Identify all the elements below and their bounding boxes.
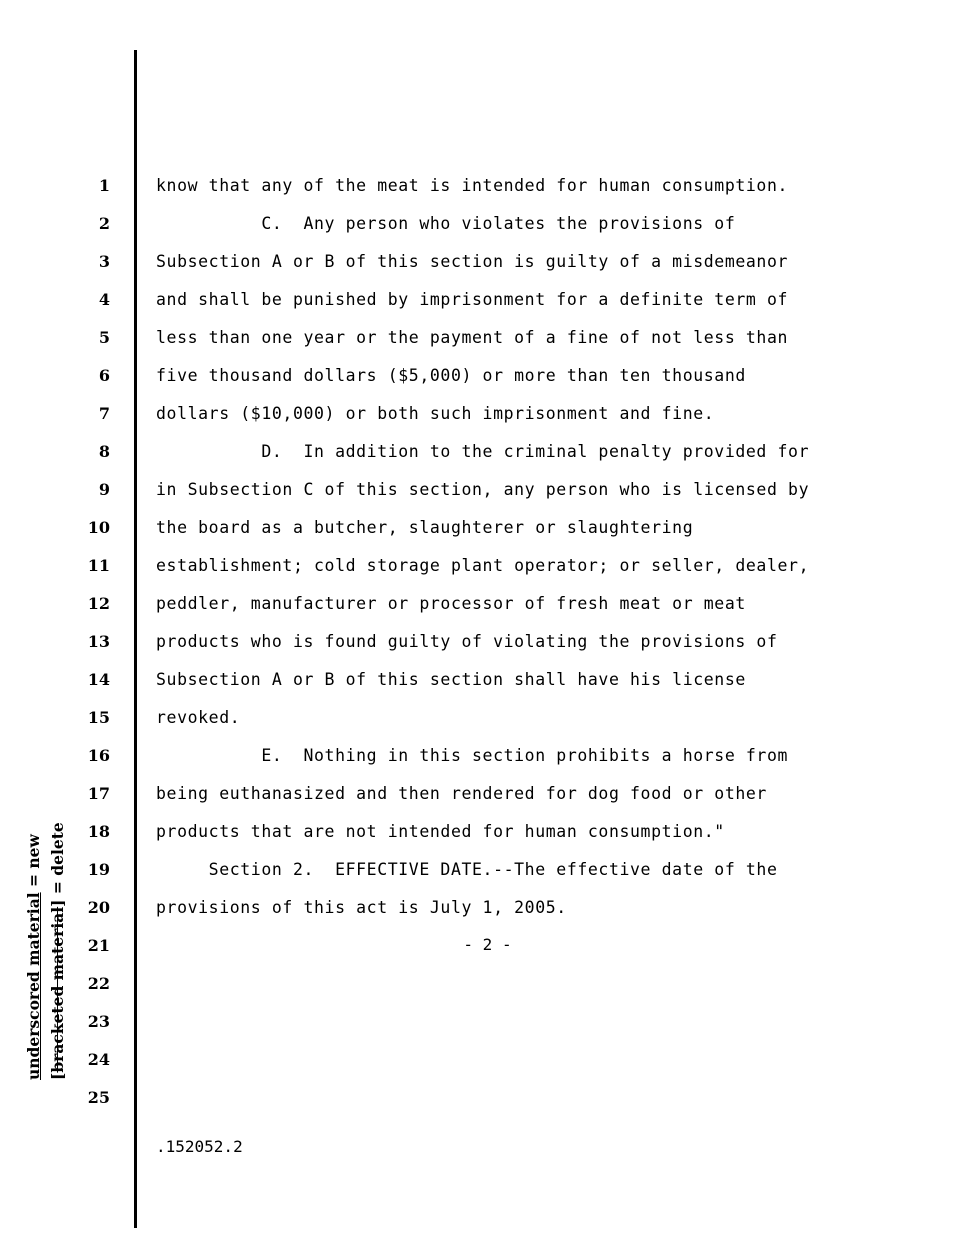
line-number: 11 — [87, 556, 110, 575]
text-line: revoked. — [156, 708, 241, 727]
page-number: - 2 - — [463, 935, 512, 954]
line-number: 18 — [87, 822, 110, 841]
line-number: 4 — [98, 290, 110, 309]
text-line: Section 2. EFFECTIVE DATE.--The effective date of the — [156, 860, 778, 879]
line-number: 9 — [98, 480, 110, 499]
legend-equals-new: = new — [24, 834, 43, 893]
line-number: 10 — [87, 518, 110, 537]
text-line: products that are not intended for human consumption." — [156, 822, 725, 841]
text-line: know that any of the meat is intended for human consumption. — [156, 176, 789, 195]
text-line: D. In addition to the criminal penalty provided for — [156, 442, 810, 461]
text-line: the board as a butcher, slaughterer or slaughtering — [156, 518, 694, 537]
line-number: 2 — [98, 214, 110, 233]
text-line: establishment; cold storage plant operator; or seller, dealer, — [156, 556, 810, 575]
legend-delete-line — [46, 760, 70, 1080]
line-number: 21 — [87, 936, 110, 955]
text-line: in Subsection C of this section, any person who is licensed by — [156, 480, 810, 499]
line-number: 7 — [98, 404, 110, 423]
legend-bracket-open: [ — [48, 1072, 67, 1080]
line-number: 14 — [87, 670, 110, 689]
text-line: Subsection A or B of this section is guilty of a misdemeanor — [156, 252, 789, 271]
line-number: 3 — [98, 252, 110, 271]
text-line: and shall be punished by imprisonment for a definite term of — [156, 290, 789, 309]
legend-equals-delete: = delete — [48, 822, 67, 900]
line-number: 16 — [87, 746, 110, 765]
text-line: five thousand dollars ($5,000) or more than ten thousand — [156, 366, 746, 385]
line-number: 19 — [87, 860, 110, 879]
line-number: 23 — [87, 1012, 110, 1031]
text-line: dollars ($10,000) or both such imprisonment and fine. — [156, 404, 715, 423]
line-number: 12 — [87, 594, 110, 613]
text-line: C. Any person who violates the provisions of — [156, 214, 736, 233]
line-number: 25 — [87, 1088, 110, 1107]
line-number: 24 — [87, 1050, 110, 1069]
legend-bracketed: bracketed material — [48, 906, 67, 1073]
line-number: 5 — [98, 328, 110, 347]
legend-new-line — [22, 760, 46, 1080]
text-line: being euthanasized and then rendered for dog food or other — [156, 784, 767, 803]
line-number: 8 — [98, 442, 110, 461]
document-id: .152052.2 — [156, 1137, 243, 1156]
text-line: peddler, manufacturer or processor of fresh meat or meat — [156, 594, 746, 613]
line-number: 17 — [87, 784, 110, 803]
line-number: 22 — [87, 974, 110, 993]
line-number: 15 — [87, 708, 110, 727]
line-number: 1 — [98, 176, 110, 195]
legend-bracket-close: ] — [48, 899, 67, 907]
text-line: products who is found guilty of violating the provisions of — [156, 632, 778, 651]
line-number: 6 — [98, 366, 110, 385]
amendment-legend — [22, 760, 70, 1080]
text-line: E. Nothing in this section prohibits a horse from — [156, 746, 789, 765]
text-line: less than one year or the payment of a fine of not less than — [156, 328, 789, 347]
text-line: provisions of this act is July 1, 2005. — [156, 898, 567, 917]
margin-rule — [134, 50, 137, 1228]
legend-underscored: underscored material — [24, 892, 43, 1080]
line-number: 20 — [87, 898, 110, 917]
line-number: 13 — [87, 632, 110, 651]
text-line: Subsection A or B of this section shall have his license — [156, 670, 746, 689]
